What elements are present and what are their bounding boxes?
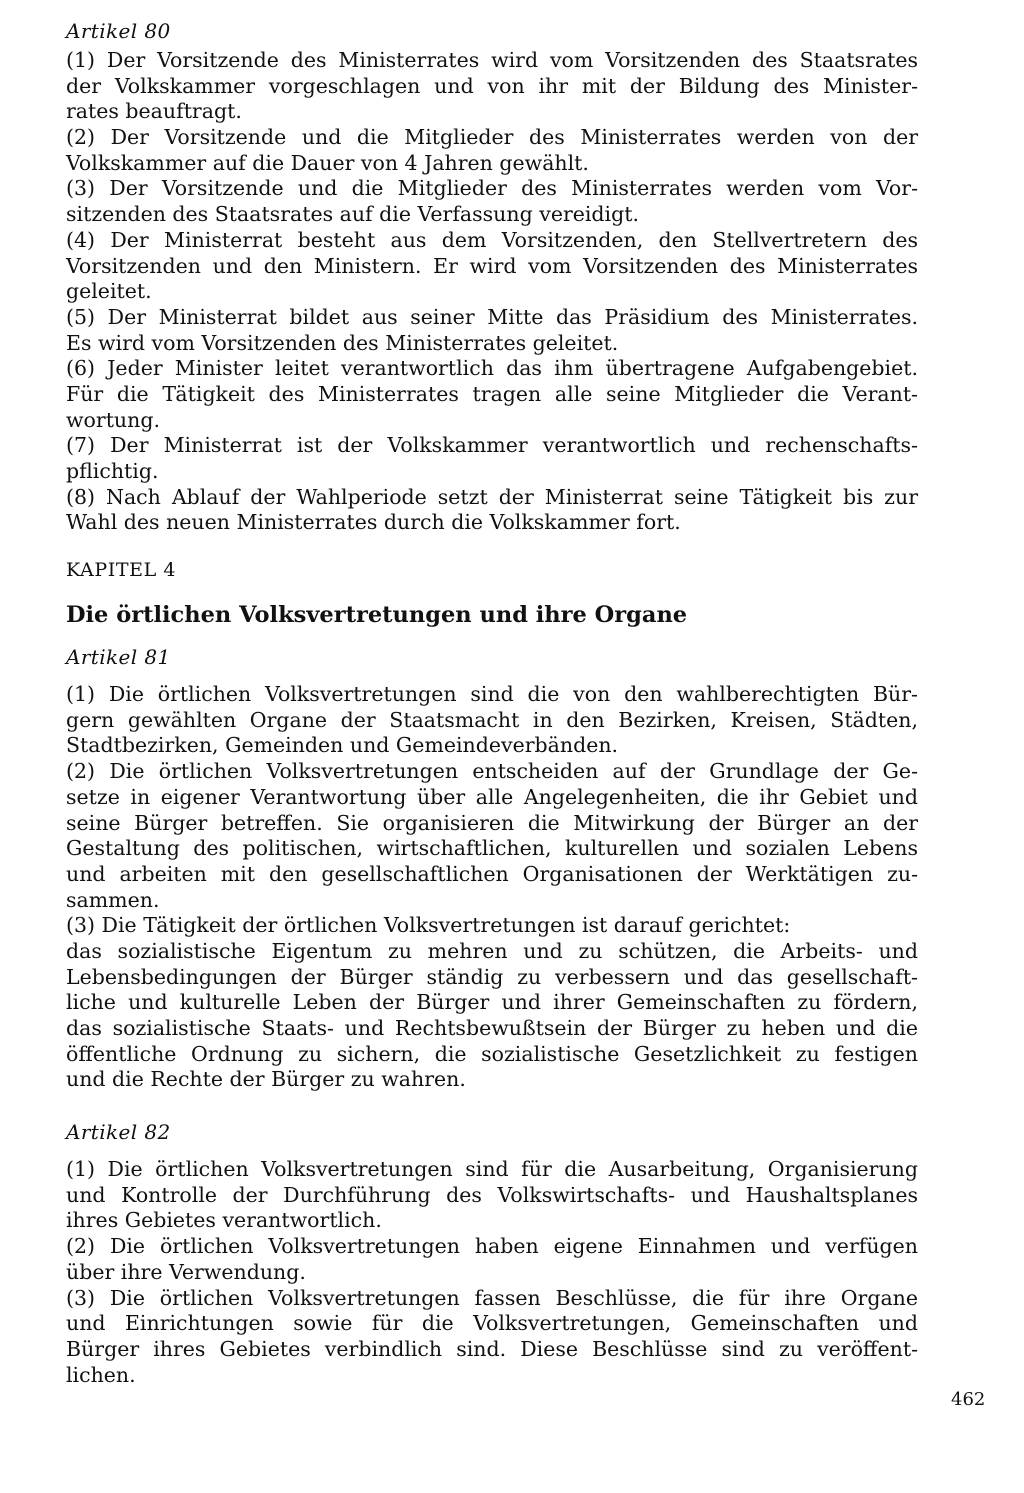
text-line: Bürger ihres Gebietes verbindlich sind. Diese Beschlüsse sind zu veröffent-	[66, 1336, 918, 1361]
text-line: Vorsitzenden und den Ministern. Er wird vom Vorsitzenden des Ministerrates	[66, 253, 918, 278]
page-number: 462	[951, 1389, 986, 1410]
text-line: (3) Die Tätigkeit der örtlichen Volksvertretungen ist darauf gerichtet:	[66, 913, 791, 938]
text-line: (7) Der Ministerrat ist der Volkskammer verantwortlich und rechenschafts-	[66, 433, 918, 458]
text-line: seine Bürger betreffen. Sie organisieren die Mitwirkung der Bürger an der	[66, 810, 918, 835]
text-line: der Volkskammer vorgeschlagen und von ihr mit der Bildung des Minister-	[66, 73, 918, 98]
text-line: öffentliche Ordnung zu sichern, die sozialistische Gesetzlichkeit zu festigen	[66, 1041, 918, 1066]
text-line: (3) Der Vorsitzende und die Mitglieder des Ministerrates werden vom Vor-	[66, 176, 918, 201]
article-80-heading: Artikel 80	[66, 19, 171, 43]
text-line: und Kontrolle der Durchführung des Volkswirtschafts- und Haushaltsplanes	[66, 1182, 918, 1207]
article-82	[66, 1119, 918, 1388]
article-80	[66, 18, 918, 536]
text-line: (1) Der Vorsitzende des Ministerrates wird vom Vorsitzenden des Staatsrates	[66, 48, 918, 72]
text-line: ihres Gebietes verantwortlich.	[66, 1208, 382, 1233]
article-82-heading: Artikel 82	[66, 1120, 171, 1145]
text-line: pflichtig.	[66, 459, 159, 483]
article-81-heading: Artikel 81	[66, 645, 171, 670]
text-line: über ihre Verwendung.	[66, 1259, 306, 1284]
text-line: geleitet.	[66, 279, 152, 304]
text-line: (5) Der Ministerrat bildet aus seiner Mitte das Präsidium des Ministerrates.	[66, 304, 918, 329]
text-line: (2) Die örtlichen Volksvertretungen haben eigene Einnahmen und verfügen	[66, 1234, 918, 1259]
text-line: Lebensbedingungen der Bürger ständig zu verbessern und das gesellschaft-	[66, 964, 918, 989]
text-line: das sozialistische Eigentum zu mehren und zu schützen, die Arbeits- und	[66, 938, 918, 963]
text-line: und arbeiten mit den gesellschaftlichen Organisationen der Werktätigen zu-	[66, 861, 918, 886]
text-line: (6) Jeder Minister leitet verantwortlich das ihm übertragene Aufgabengebiet.	[66, 356, 918, 381]
text-line: Gestaltung des politischen, wirtschaftlichen, kulturellen und sozialen Lebens	[66, 836, 918, 861]
text-line: (1) Die örtlichen Volksvertretungen sind für die Ausarbeitung, Organisierung	[66, 1157, 918, 1182]
article-82-body	[66, 1157, 918, 1388]
text-line: (2) Der Vorsitzende und die Mitglieder des Ministerrates werden von der	[66, 125, 918, 150]
text-line: (4) Der Ministerrat besteht aus dem Vorsitzenden, den Stellvertretern des	[66, 227, 918, 252]
text-line: (3) Die örtlichen Volksvertretungen fassen Beschlüsse, die für ihre Organe	[66, 1285, 918, 1310]
text-line: gern gewählten Organe der Staatsmacht in den Bezirken, Kreisen, Städten,	[66, 707, 918, 732]
text-line: rates beauftragt.	[66, 99, 242, 124]
text-line: lichen.	[66, 1362, 136, 1387]
document-page	[66, 18, 918, 1388]
chapter-title: Die örtlichen Volksvertretungen und ihre Organe	[66, 602, 688, 629]
text-line: liche und kulturelle Leben der Bürger und ihrer Gemeinschaften zu fördern,	[66, 990, 918, 1015]
text-line: wortung.	[66, 407, 160, 432]
text-line: setze in eigener Verantwortung über alle Angelegenheiten, die ihr Gebiet und	[66, 784, 918, 809]
article-81-body	[66, 682, 918, 1093]
article-81	[66, 644, 918, 1093]
text-line: (1) Die örtlichen Volksvertretungen sind die von den wahlberechtigten Bür-	[66, 682, 918, 707]
text-line: und Einrichtungen sowie für die Volksvertretungen, Gemeinschaften und	[66, 1311, 918, 1336]
text-line: (2) Die örtlichen Volksvertretungen entscheiden auf der Grundlage der Ge-	[66, 759, 918, 784]
text-line: Stadtbezirken, Gemeinden und Gemeindeverbänden.	[66, 733, 619, 758]
text-line: das sozialistische Staats- und Rechtsbewußtsein der Bürger zu heben und die	[66, 1016, 918, 1040]
text-line: (8) Nach Ablauf der Wahlperiode setzt der Ministerrat seine Tätigkeit bis zur	[66, 484, 918, 509]
text-line: Es wird vom Vorsitzenden des Ministerrates geleitet.	[66, 330, 619, 355]
chapter-label: KAPITEL 4	[66, 559, 177, 582]
text-line: sitzenden des Staatsrates auf die Verfassung vereidigt.	[66, 202, 639, 227]
text-line: und die Rechte der Bürger zu wahren.	[66, 1067, 466, 1092]
text-line: sammen.	[66, 887, 160, 912]
article-80-body	[66, 48, 918, 536]
text-line: Volkskammer auf die Dauer von 4 Jahren gewählt.	[66, 150, 589, 175]
text-line: Wahl des neuen Ministerrates durch die Volkskammer fort.	[66, 510, 681, 535]
text-line: Für die Tätigkeit des Ministerrates tragen alle seine Mitglieder die Verant-	[66, 381, 918, 406]
